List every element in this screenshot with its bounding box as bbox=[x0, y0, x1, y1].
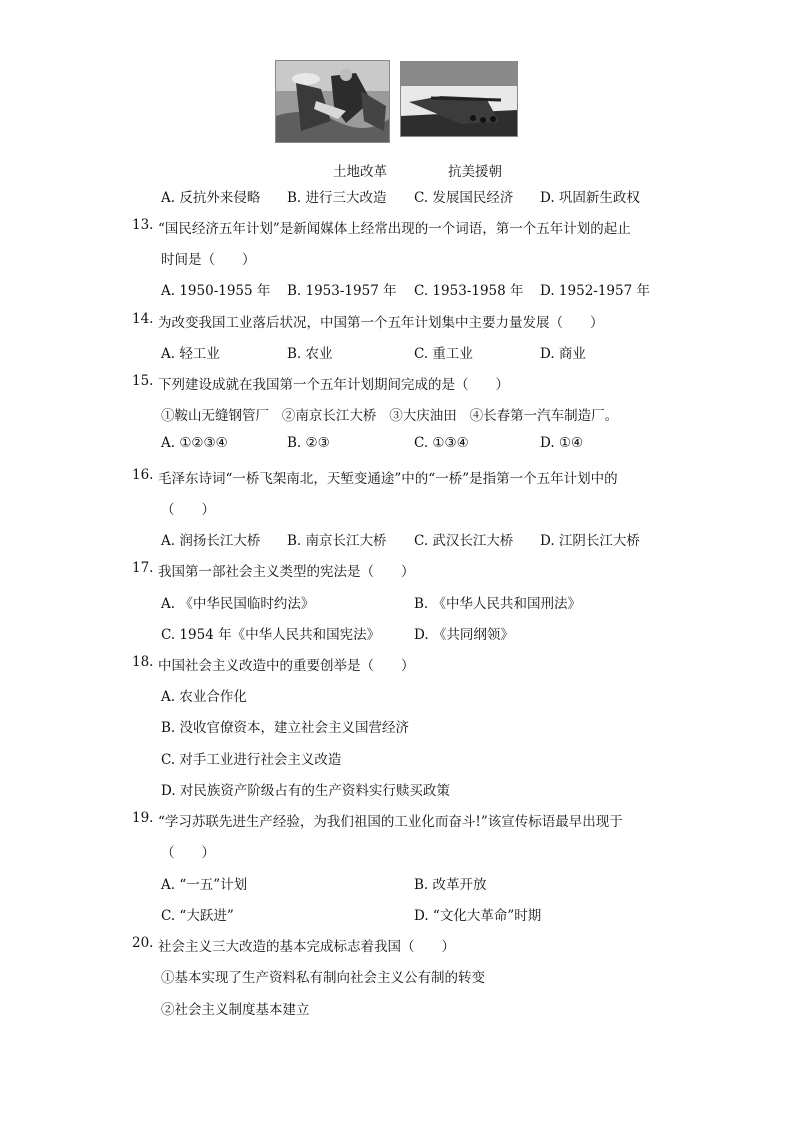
q16-option-d[interactable]: D. 江阴长江大桥 bbox=[540, 533, 640, 549]
q18-stem: 中国社会主义改造中的重要创举是（ ） bbox=[158, 658, 415, 674]
q15-option-c[interactable]: C. ①③④ bbox=[414, 435, 469, 451]
q20-item-2: ②社会主义制度基本建立 bbox=[161, 1002, 310, 1018]
q20-stem: 社会主义三大改造的基本完成标志着我国（ ） bbox=[158, 939, 455, 955]
q18-option-c[interactable]: C. 对手工业进行社会主义改造 bbox=[161, 752, 342, 768]
q16-option-b[interactable]: B. 南京长江大桥 bbox=[287, 533, 387, 549]
q18-option-a[interactable]: A. 农业合作化 bbox=[161, 689, 247, 705]
q15-option-a[interactable]: A. ①②③④ bbox=[161, 435, 228, 451]
q13-option-c[interactable]: C. 1953-1958 年 bbox=[414, 283, 524, 299]
q16-option-a[interactable]: A. 润扬长江大桥 bbox=[161, 533, 261, 549]
q17-option-b[interactable]: B. 《中华人民共和国刑法》 bbox=[414, 596, 582, 612]
q19-option-d[interactable]: D. “文化大革命”时期 bbox=[414, 908, 542, 924]
q13-stem-line1: “国民经济五年计划”是新闻媒体上经常出现的一个词语，第一个五年计划的起止 bbox=[158, 221, 631, 237]
q14-option-c[interactable]: C. 重工业 bbox=[414, 346, 473, 362]
q17-option-a[interactable]: A. 《中华民国临时约法》 bbox=[161, 596, 315, 612]
q15-number: 15. bbox=[132, 373, 154, 389]
q17-option-d[interactable]: D. 《共同纲领》 bbox=[414, 627, 514, 643]
q12-option-b[interactable]: B. 进行三大改造 bbox=[287, 190, 387, 206]
q19-stem-line1: “学习苏联先进生产经验，为我们祖国的工业化而奋斗!”该宣传标语最早出现于 bbox=[158, 814, 623, 830]
q19-number: 19. bbox=[132, 810, 154, 826]
q18-option-b[interactable]: B. 没收官僚资本，建立社会主义国营经济 bbox=[161, 720, 410, 736]
q14-number: 14. bbox=[132, 311, 154, 327]
land-reform-caption: 土地改革 bbox=[333, 164, 387, 180]
q13-option-a[interactable]: A. 1950-1955 年 bbox=[161, 283, 271, 299]
farmers-photo-icon bbox=[276, 61, 389, 142]
q12-option-c[interactable]: C. 发展国民经济 bbox=[414, 190, 514, 206]
q19-option-c[interactable]: C. “大跃进” bbox=[161, 908, 234, 924]
q19-option-a[interactable]: A. “一五”计划 bbox=[161, 877, 248, 893]
q20-item-1: ①基本实现了生产资料私有制向社会主义公有制的转变 bbox=[161, 970, 485, 986]
q12-option-a[interactable]: A. 反抗外来侵略 bbox=[161, 190, 261, 206]
q13-stem-line2: 时间是（ ） bbox=[161, 252, 256, 268]
q15-option-b[interactable]: B. ②③ bbox=[287, 435, 330, 451]
q14-stem: 为改变我国工业落后状况，中国第一个五年计划集中主要力量发展（ ） bbox=[158, 315, 604, 331]
q19-option-b[interactable]: B. 改革开放 bbox=[414, 877, 487, 893]
korean-war-photo bbox=[400, 61, 518, 137]
q18-number: 18. bbox=[132, 654, 154, 670]
q16-number: 16. bbox=[132, 467, 154, 483]
q12-option-d[interactable]: D. 巩固新生政权 bbox=[540, 190, 640, 206]
bridge-photo-icon bbox=[401, 62, 517, 136]
q14-option-a[interactable]: A. 轻工业 bbox=[161, 346, 220, 362]
q16-stem-line1: 毛泽东诗词“一桥飞架南北，天堑变通途”中的“一桥”是指第一个五年计划中的 bbox=[158, 471, 618, 487]
q14-option-b[interactable]: B. 农业 bbox=[287, 346, 333, 362]
land-reform-photo bbox=[275, 60, 390, 143]
q17-stem: 我国第一部社会主义类型的宪法是（ ） bbox=[158, 564, 415, 580]
q16-stem-line2: （ ） bbox=[161, 502, 215, 518]
q15-option-d[interactable]: D. ①④ bbox=[540, 435, 584, 451]
q17-number: 17. bbox=[132, 560, 154, 576]
q19-stem-line2: （ ） bbox=[161, 845, 215, 861]
q17-option-c[interactable]: C. 1954 年《中华人民共和国宪法》 bbox=[161, 627, 381, 643]
q15-items: ①鞍山无缝钢管厂 ②南京长江大桥 ③大庆油田 ④长春第一汽车制造厂。 bbox=[161, 408, 619, 424]
q20-number: 20. bbox=[132, 935, 154, 951]
q14-option-d[interactable]: D. 商业 bbox=[540, 346, 586, 362]
q13-option-d[interactable]: D. 1952-1957 年 bbox=[540, 283, 650, 299]
q18-option-d[interactable]: D. 对民族资产阶级占有的生产资料实行赎买政策 bbox=[161, 783, 450, 799]
q13-number: 13. bbox=[132, 217, 154, 233]
q16-option-c[interactable]: C. 武汉长江大桥 bbox=[414, 533, 514, 549]
korean-war-caption: 抗美援朝 bbox=[448, 164, 502, 180]
q15-stem: 下列建设成就在我国第一个五年计划期间完成的是（ ） bbox=[158, 377, 509, 393]
q13-option-b[interactable]: B. 1953-1957 年 bbox=[287, 283, 397, 299]
